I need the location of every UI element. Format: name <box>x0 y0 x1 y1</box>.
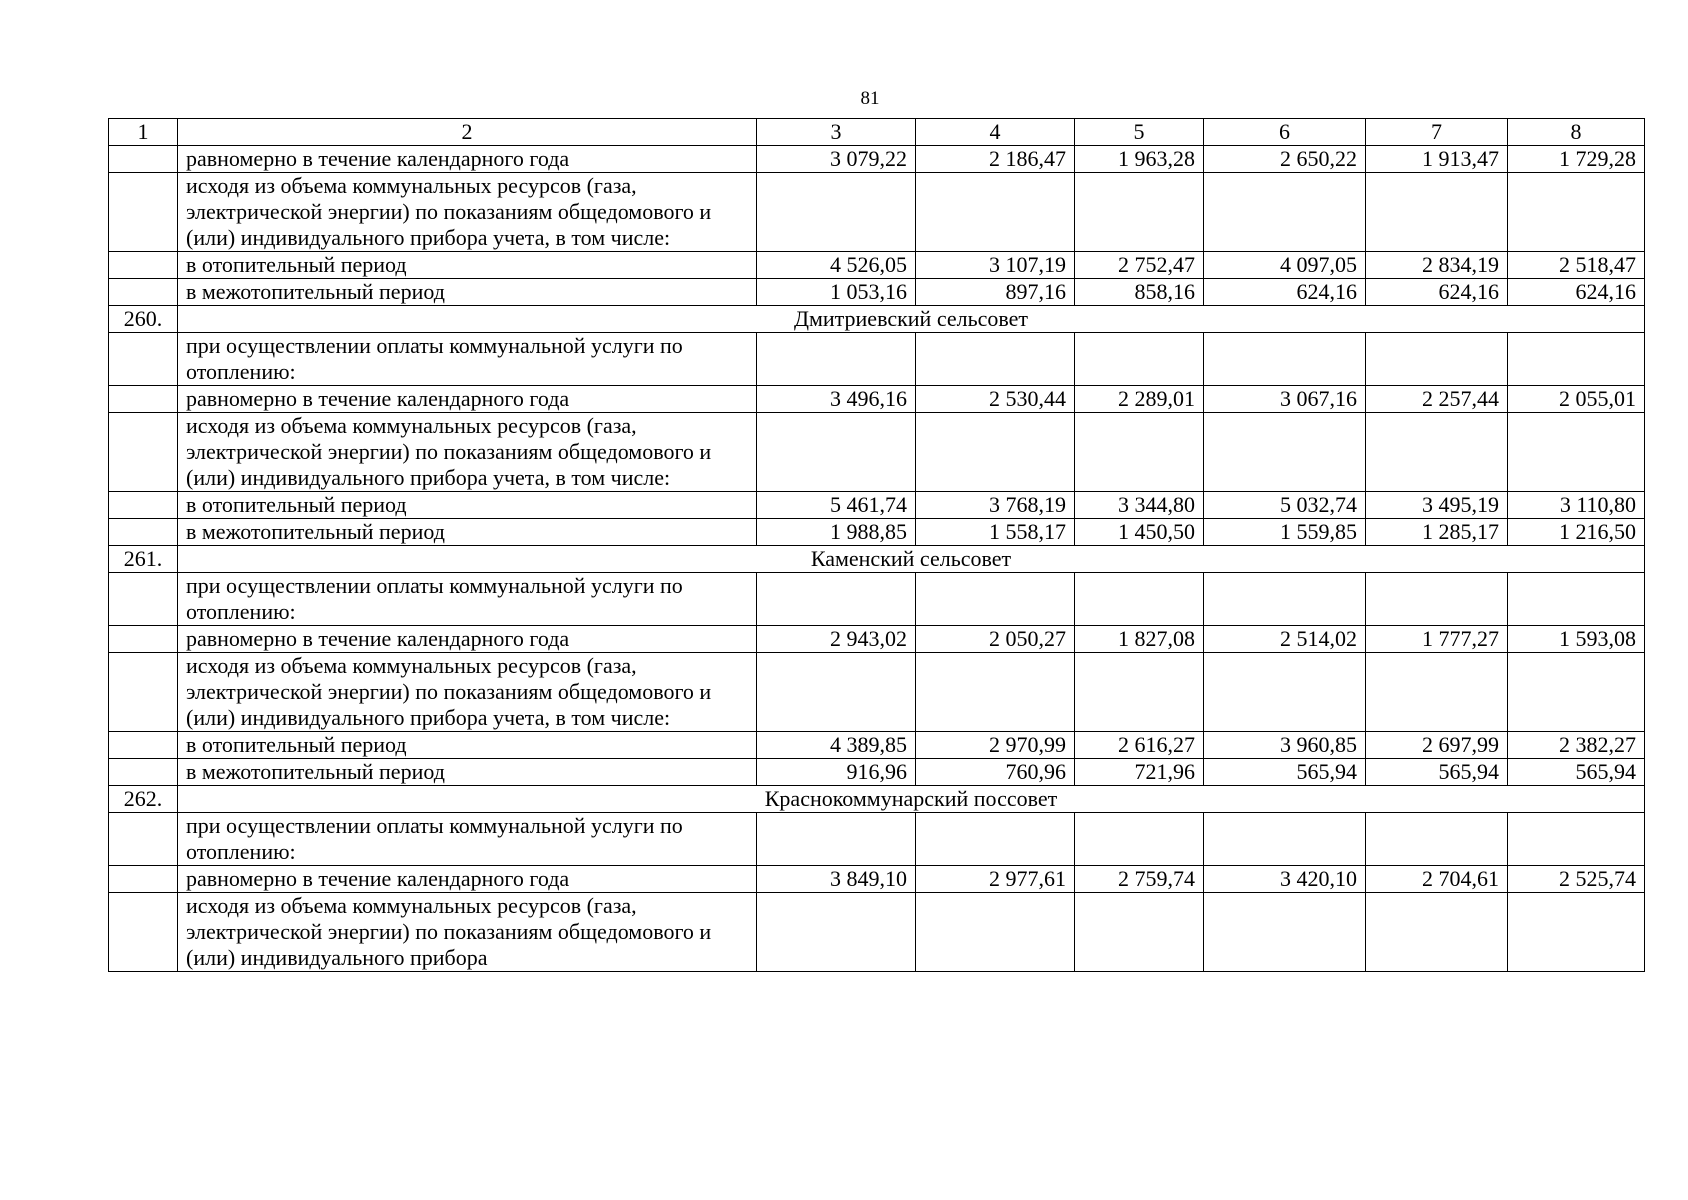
value-cell-col3: 2 943,02 <box>757 626 916 653</box>
row-description: при осуществлении оплаты коммунальной услуги по отоплению: <box>178 333 757 386</box>
value-cell-col4: 3 768,19 <box>916 492 1075 519</box>
row-description: при осуществлении оплаты коммунальной услуги по отоплению: <box>178 573 757 626</box>
header-cell: 7 <box>1366 119 1508 146</box>
label-row <box>109 173 1645 252</box>
section-title: Каменский сельсовет <box>178 546 1645 573</box>
value-cell-col4 <box>916 413 1075 492</box>
value-cell-col8 <box>1508 813 1645 866</box>
table-row <box>109 492 1645 519</box>
value-cell-col3 <box>757 893 916 972</box>
value-cell-col8: 1 593,08 <box>1508 626 1645 653</box>
row-number: 262. <box>109 786 178 813</box>
value-cell-col7 <box>1366 333 1508 386</box>
row-number <box>109 893 178 972</box>
row-description: в отопительный период <box>178 492 757 519</box>
value-cell-col5: 2 752,47 <box>1075 252 1204 279</box>
value-cell-col5: 858,16 <box>1075 279 1204 306</box>
table-row <box>109 386 1645 413</box>
value-cell-col3: 3 496,16 <box>757 386 916 413</box>
value-cell-col8: 2 518,47 <box>1508 252 1645 279</box>
value-cell-col3: 3 849,10 <box>757 866 916 893</box>
row-description: в межотопительный период <box>178 519 757 546</box>
label-row <box>109 813 1645 866</box>
table-header-row <box>109 119 1645 146</box>
value-cell-col6: 3 067,16 <box>1204 386 1366 413</box>
header-cell: 5 <box>1075 119 1204 146</box>
header-cell: 6 <box>1204 119 1366 146</box>
value-cell-col7 <box>1366 653 1508 732</box>
value-cell-col7: 565,94 <box>1366 759 1508 786</box>
value-cell-col5: 2 759,74 <box>1075 866 1204 893</box>
value-cell-col5: 1 827,08 <box>1075 626 1204 653</box>
value-cell-col3: 1 988,85 <box>757 519 916 546</box>
row-description: в межотопительный период <box>178 279 757 306</box>
table-row <box>109 759 1645 786</box>
header-cell: 2 <box>178 119 757 146</box>
value-cell-col5: 2 616,27 <box>1075 732 1204 759</box>
value-cell-col8 <box>1508 333 1645 386</box>
row-number <box>109 732 178 759</box>
value-cell-col8: 3 110,80 <box>1508 492 1645 519</box>
table-row <box>109 146 1645 173</box>
row-number <box>109 279 178 306</box>
row-number: 261. <box>109 546 178 573</box>
label-row <box>109 573 1645 626</box>
row-description: в межотопительный период <box>178 759 757 786</box>
value-cell-col8 <box>1508 893 1645 972</box>
value-cell-col5: 1 450,50 <box>1075 519 1204 546</box>
value-cell-col7 <box>1366 413 1508 492</box>
value-cell-col6: 2 514,02 <box>1204 626 1366 653</box>
value-cell-col6 <box>1204 173 1366 252</box>
value-cell-col7 <box>1366 893 1508 972</box>
label-row <box>109 893 1645 972</box>
table-row <box>109 252 1645 279</box>
header-cell: 8 <box>1508 119 1645 146</box>
table-row <box>109 866 1645 893</box>
value-cell-col6: 565,94 <box>1204 759 1366 786</box>
value-cell-col6 <box>1204 333 1366 386</box>
page-number: 81 <box>860 88 880 109</box>
row-description: в отопительный период <box>178 252 757 279</box>
row-description: равномерно в течение календарного года <box>178 626 757 653</box>
value-cell-col5: 3 344,80 <box>1075 492 1204 519</box>
tariff-table <box>108 118 1645 972</box>
row-description: равномерно в течение календарного года <box>178 386 757 413</box>
row-description: в отопительный период <box>178 732 757 759</box>
value-cell-col5 <box>1075 333 1204 386</box>
value-cell-col4: 3 107,19 <box>916 252 1075 279</box>
header-cell: 3 <box>757 119 916 146</box>
value-cell-col3: 3 079,22 <box>757 146 916 173</box>
value-cell-col7: 3 495,19 <box>1366 492 1508 519</box>
value-cell-col7: 2 697,99 <box>1366 732 1508 759</box>
value-cell-col3 <box>757 653 916 732</box>
section-row <box>109 546 1645 573</box>
value-cell-col4 <box>916 573 1075 626</box>
value-cell-col3 <box>757 573 916 626</box>
label-row <box>109 413 1645 492</box>
row-number <box>109 519 178 546</box>
row-description: равномерно в течение календарного года <box>178 146 757 173</box>
value-cell-col5 <box>1075 893 1204 972</box>
row-number <box>109 653 178 732</box>
value-cell-col5 <box>1075 173 1204 252</box>
value-cell-col4: 2 530,44 <box>916 386 1075 413</box>
value-cell-col4 <box>916 813 1075 866</box>
value-cell-col7 <box>1366 173 1508 252</box>
value-cell-col6 <box>1204 413 1366 492</box>
section-title: Краснокоммунарский поссовет <box>178 786 1645 813</box>
value-cell-col6: 4 097,05 <box>1204 252 1366 279</box>
value-cell-col5 <box>1075 413 1204 492</box>
row-description: исходя из объема коммунальных ресурсов (газа, электрической энергии) по показаниям общедомового и (или) индивидуального прибора учета, в том числе: <box>178 653 757 732</box>
section-title: Дмитриевский сельсовет <box>178 306 1645 333</box>
row-number <box>109 146 178 173</box>
value-cell-col3 <box>757 813 916 866</box>
value-cell-col6: 624,16 <box>1204 279 1366 306</box>
row-description: исходя из объема коммунальных ресурсов (газа, электрической энергии) по показаниям общедомового и (или) индивидуального прибора учета, в том числе: <box>178 173 757 252</box>
row-number <box>109 413 178 492</box>
value-cell-col6 <box>1204 653 1366 732</box>
row-number <box>109 626 178 653</box>
row-number <box>109 386 178 413</box>
value-cell-col7: 2 257,44 <box>1366 386 1508 413</box>
value-cell-col6: 2 650,22 <box>1204 146 1366 173</box>
value-cell-col4: 2 970,99 <box>916 732 1075 759</box>
value-cell-col5 <box>1075 813 1204 866</box>
value-cell-col3 <box>757 413 916 492</box>
value-cell-col3: 916,96 <box>757 759 916 786</box>
value-cell-col8: 1 216,50 <box>1508 519 1645 546</box>
value-cell-col7: 624,16 <box>1366 279 1508 306</box>
value-cell-col7: 2 834,19 <box>1366 252 1508 279</box>
row-number: 260. <box>109 306 178 333</box>
value-cell-col8: 2 055,01 <box>1508 386 1645 413</box>
value-cell-col3: 4 526,05 <box>757 252 916 279</box>
value-cell-col8 <box>1508 413 1645 492</box>
row-description: при осуществлении оплаты коммунальной услуги по отоплению: <box>178 813 757 866</box>
row-number <box>109 813 178 866</box>
row-description: равномерно в течение календарного года <box>178 866 757 893</box>
row-number <box>109 866 178 893</box>
value-cell-col3 <box>757 333 916 386</box>
value-cell-col4: 760,96 <box>916 759 1075 786</box>
value-cell-col8 <box>1508 573 1645 626</box>
value-cell-col4: 2 186,47 <box>916 146 1075 173</box>
value-cell-col4: 1 558,17 <box>916 519 1075 546</box>
value-cell-col4 <box>916 653 1075 732</box>
value-cell-col8: 565,94 <box>1508 759 1645 786</box>
value-cell-col4: 2 977,61 <box>916 866 1075 893</box>
row-number <box>109 573 178 626</box>
value-cell-col7 <box>1366 573 1508 626</box>
value-cell-col8: 624,16 <box>1508 279 1645 306</box>
value-cell-col3: 4 389,85 <box>757 732 916 759</box>
value-cell-col3: 1 053,16 <box>757 279 916 306</box>
row-description: исходя из объема коммунальных ресурсов (газа, электрической энергии) по показаниям общедомового и (или) индивидуального прибора учета, в том числе: <box>178 413 757 492</box>
value-cell-col6 <box>1204 573 1366 626</box>
value-cell-col4: 897,16 <box>916 279 1075 306</box>
header-cell: 4 <box>916 119 1075 146</box>
value-cell-col7 <box>1366 813 1508 866</box>
value-cell-col6: 3 420,10 <box>1204 866 1366 893</box>
label-row <box>109 333 1645 386</box>
header-cell: 1 <box>109 119 178 146</box>
value-cell-col3: 5 461,74 <box>757 492 916 519</box>
table-row <box>109 279 1645 306</box>
value-cell-col8: 2 382,27 <box>1508 732 1645 759</box>
row-description: исходя из объема коммунальных ресурсов (газа, электрической энергии) по показаниям общедомового и (или) индивидуального прибора <box>178 893 757 972</box>
value-cell-col5 <box>1075 653 1204 732</box>
value-cell-col5 <box>1075 573 1204 626</box>
row-number <box>109 333 178 386</box>
value-cell-col8 <box>1508 653 1645 732</box>
value-cell-col7: 1 777,27 <box>1366 626 1508 653</box>
value-cell-col6: 3 960,85 <box>1204 732 1366 759</box>
value-cell-col6 <box>1204 813 1366 866</box>
value-cell-col8: 2 525,74 <box>1508 866 1645 893</box>
label-row <box>109 653 1645 732</box>
table-row <box>109 519 1645 546</box>
row-number <box>109 759 178 786</box>
value-cell-col8 <box>1508 173 1645 252</box>
value-cell-col4: 2 050,27 <box>916 626 1075 653</box>
section-row <box>109 306 1645 333</box>
value-cell-col6 <box>1204 893 1366 972</box>
value-cell-col4 <box>916 173 1075 252</box>
value-cell-col6: 1 559,85 <box>1204 519 1366 546</box>
value-cell-col3 <box>757 173 916 252</box>
value-cell-col5: 2 289,01 <box>1075 386 1204 413</box>
value-cell-col7: 1 285,17 <box>1366 519 1508 546</box>
row-number <box>109 252 178 279</box>
value-cell-col5: 1 963,28 <box>1075 146 1204 173</box>
value-cell-col4 <box>916 333 1075 386</box>
table-row <box>109 732 1645 759</box>
table-row <box>109 626 1645 653</box>
value-cell-col7: 2 704,61 <box>1366 866 1508 893</box>
row-number <box>109 173 178 252</box>
section-row <box>109 786 1645 813</box>
value-cell-col8: 1 729,28 <box>1508 146 1645 173</box>
value-cell-col4 <box>916 893 1075 972</box>
value-cell-col6: 5 032,74 <box>1204 492 1366 519</box>
row-number <box>109 492 178 519</box>
value-cell-col7: 1 913,47 <box>1366 146 1508 173</box>
value-cell-col5: 721,96 <box>1075 759 1204 786</box>
